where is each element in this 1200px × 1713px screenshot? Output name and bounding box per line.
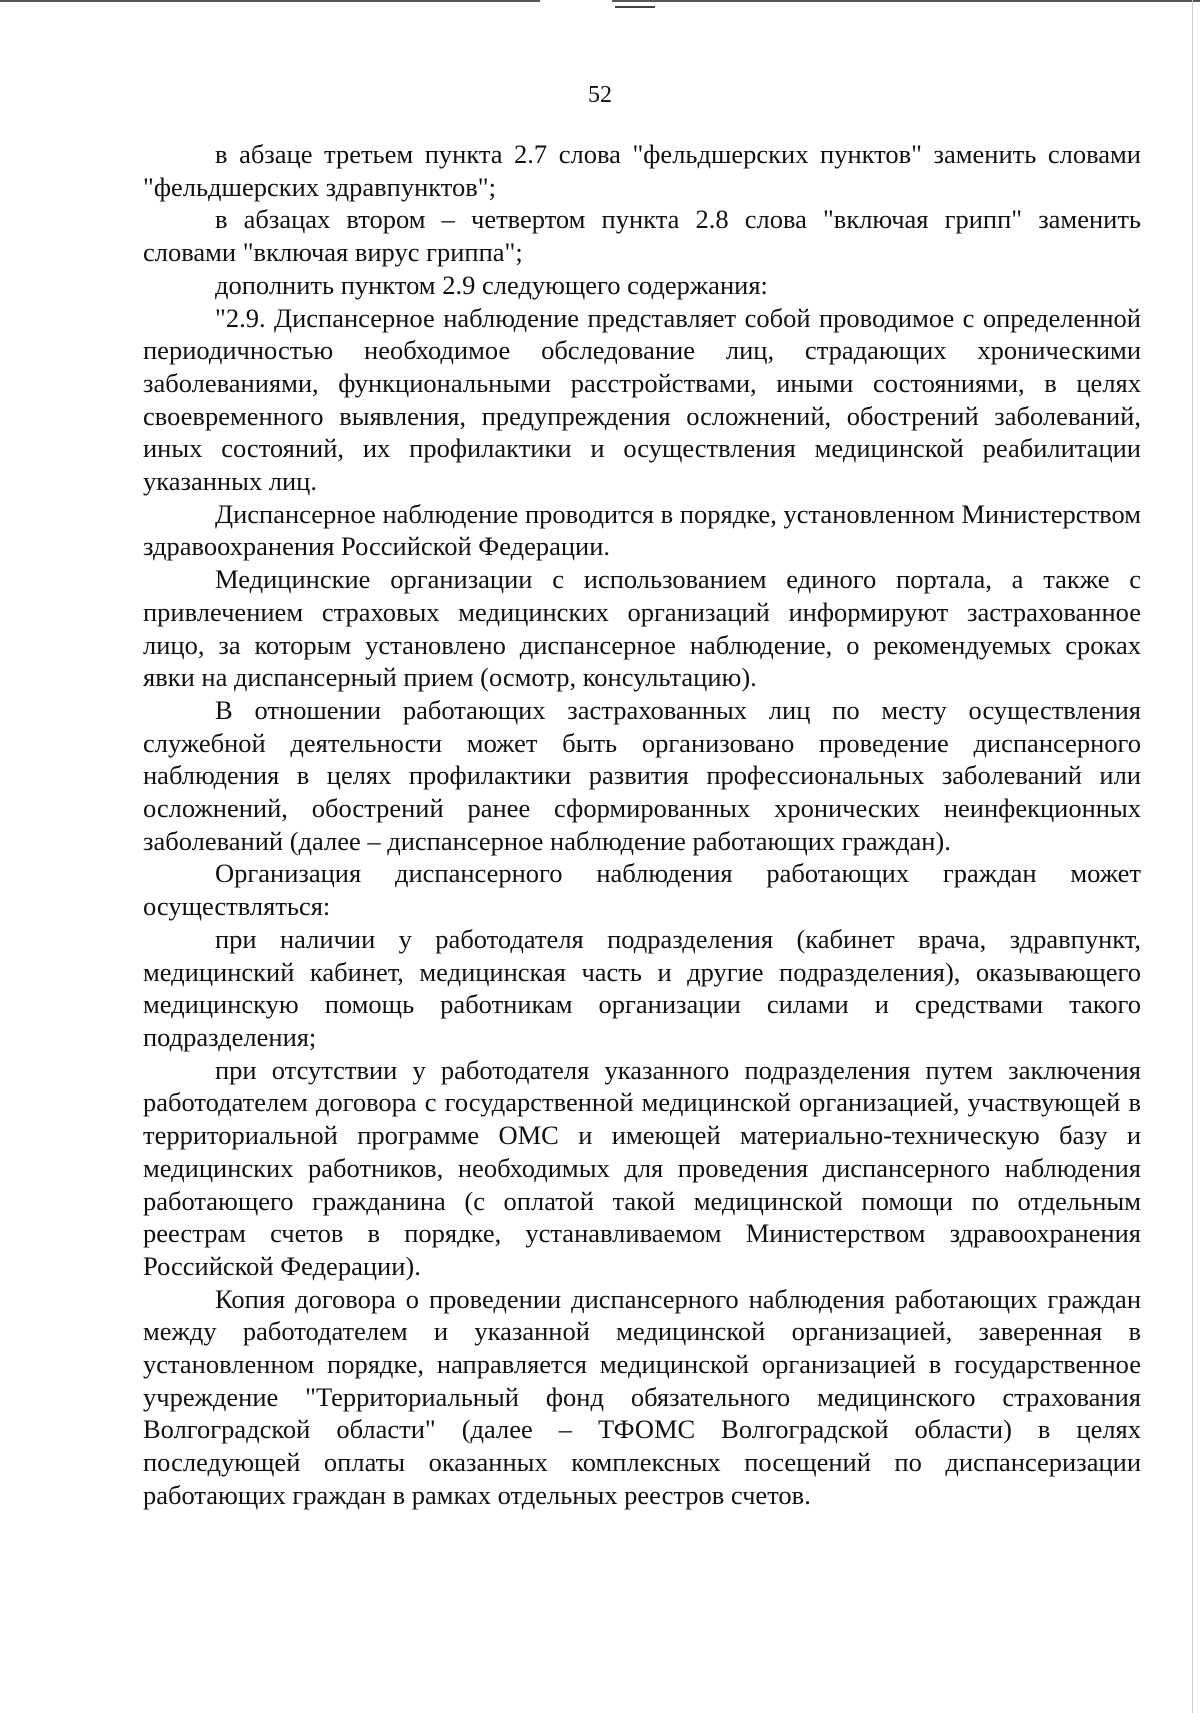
page-number: 52 — [588, 82, 612, 108]
paragraph-with-subdivision: при наличии у работодателя подразделения (кабинет врача, здравпункт, медицинский кабинет, медицинская часть и другие подразделения), оказывающего медицинскую помощь работникам организации силами и средствами такого подразделения; — [143, 923, 1141, 1052]
scan-top-mark — [615, 6, 655, 8]
paragraph-add-2-9: дополнить пунктом 2.9 следующего содержания: — [215, 269, 768, 300]
paragraph-procedure: Диспансерное наблюдение проводится в порядке, установленном Министерством здравоохранения Российской Федерации. — [143, 498, 1141, 562]
paragraph-working-persons: В отношении работающих застрахованных лиц по месту осуществления служебной деятельности может быть организовано проведение диспансерного наблюдения в целях профилактики развития профессиональных заболеваний или осложнений, обострений ранее сформированных хронических неинфекционных заболеваний (далее – диспансерное наблюдение работающих граждан). — [143, 694, 1141, 856]
paragraph-amend-2-7: в абзаце третьем пункта 2.7 слова "фельдшерских пунктов" заменить словами "фельдшерских здравпунктов"; — [143, 139, 1141, 202]
scan-top-edge-line — [0, 0, 540, 2]
paragraph-contract-copy: Копия договора о проведении диспансерного наблюдения работающих граждан между работодателем и указанной медицинской организацией, заверенная в установленном порядке, направляется медицинской организацией в государственное учреждение "Территориальный фонд обязательного медицинского страхования Волгоградской области" (далее – ТФОМС Волгоградской области) в целях последующей оплаты оказанных комплексных посещений по диспансеризации работающих граждан в рамках отдельных реестров счетов. — [143, 1283, 1141, 1510]
paragraph-amend-2-8: в абзацах втором – четвертом пункта 2.8 слова "включая грипп" заменить словами "включая вирус гриппа"; — [143, 204, 1141, 268]
paragraph-without-subdivision: при отсутствии у работодателя указанного подразделения путем заключения работодателем договора с государственной медицинской организацией, участвующей в территориальной программе ОМС и имеющей материально-техническую базу и медицинских работников, необходимых для проведения диспансерного наблюдения работающего гражданина (с оплатой такой медицинской помощи по отдельным реестрам счетов в порядке, устанавливаемом Министерством здравоохранения Российской Федерации). — [143, 1054, 1141, 1281]
paragraph-2-9-definition: "2.9. Диспансерное наблюдение представляет собой проводимое с определенной периодичностью необходимое обследование лиц, страдающих хроническими заболеваниями, функциональными расстройствами, иными состояниями, в целях своевременного выявления, предупреждения осложнений, обострений заболеваний, иных состояний, их профилактики и осуществления медицинской реабилитации указанных лиц. — [143, 302, 1141, 497]
scan-top-edge-line-right — [612, 0, 1200, 2]
document-body — [143, 138, 1141, 1512]
scan-right-edge-line — [1192, 0, 1193, 1713]
paragraph-organization: Организация диспансерного наблюдения работающих граждан может осуществляться: — [143, 858, 1141, 922]
paragraph-informing: Медицинские организации с использованием единого портала, а также с привлечением страховых медицинских организаций информируют застрахованное лицо, за которым установлено диспансерное наблюдение, о рекомендуемых сроках явки на диспансерный прием (осмотр, консультацию). — [143, 564, 1141, 693]
